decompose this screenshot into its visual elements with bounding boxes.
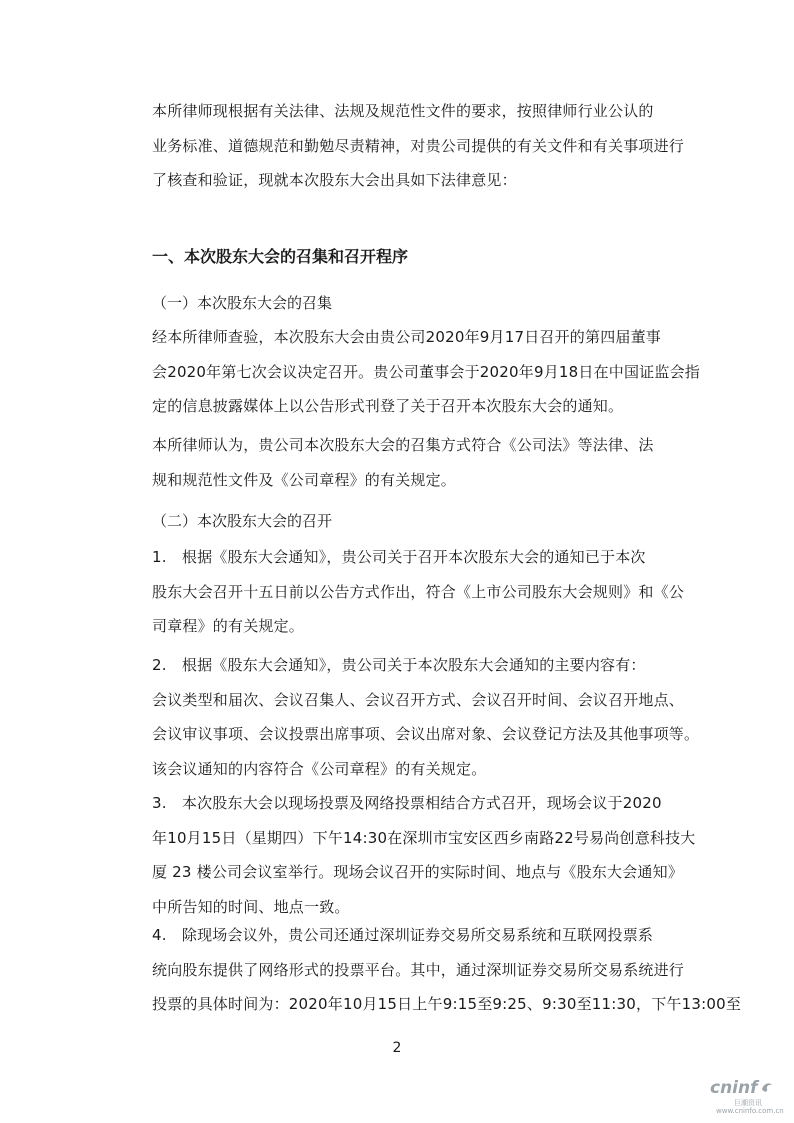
paragraph-line: 会2020年第七次会议决定召开。贵公司董事会于2020年9月18日在中国证监会指 xyxy=(152,362,700,381)
paragraph-line: 该会议通知的内容符合《公司章程》的有关规定。 xyxy=(152,759,487,778)
paragraph-line: 3. 本次股东大会以现场投票及网络投票相结合方式召开，现场会议于2020 xyxy=(152,794,662,812)
paragraph-line: 年10月15日（星期四）下午14:30在深圳市宝安区西乡南路22号易尚创意科技大 xyxy=(152,828,696,847)
paragraph-line: 定的信息披露媒体上以公告形式刊登了关于召开本次股东大会的通知。 xyxy=(152,397,624,415)
paragraph-line: 1. 根据《股东大会通知》，贵公司关于召开本次股东大会的通知已于本次 xyxy=(152,548,646,566)
subsection-1-paragraph-2 xyxy=(152,428,688,497)
paragraph-line: 4. 除现场会议外，贵公司还通过深圳证券交易所交易系统和互联网投票系 xyxy=(152,926,654,944)
item-4-paragraph xyxy=(152,918,742,1022)
logo-chinese-name: 巨潮资讯 xyxy=(734,1099,762,1107)
paragraph-line: 司章程》的有关规定。 xyxy=(152,617,305,635)
paragraph-line: 厦 23 楼公司会议室举行。现场会议召开的实际时间、地点与《股东大会通知》 xyxy=(152,863,684,881)
paragraph-line: 本所律师认为，贵公司本次股东大会的召集方式符合《公司法》等法律、法 xyxy=(152,436,654,454)
paragraph-line: 会议审议事项、会议投票出席事项、会议出席对象、会议登记方法及其他事项等。 xyxy=(152,725,700,743)
subsection-1-title: （一）本次股东大会的召集 xyxy=(152,294,333,312)
paragraph-line: 统向股东提供了网络形式的投票平台。其中，通过深圳证券交易所交易系统进行 xyxy=(152,960,685,979)
swirl-icon xyxy=(760,1080,774,1094)
paragraph-line: 经本所律师查验，本次股东大会由贵公司2020年9月17日召开的第四届董事 xyxy=(152,328,662,346)
paragraph-line: 会议类型和届次、会议召集人、会议召开方式、会议召开时间、会议召开地点、 xyxy=(152,690,685,709)
paragraph-line: 股东大会召开十五日前以公告方式作出，符合《上市公司股东大会规则》和《公 xyxy=(152,582,685,601)
subsection-1-paragraph-1 xyxy=(152,320,700,424)
intro-line: 业务标准、道德规范和勤勉尽责精神，对贵公司提供的有关文件和有关事项进行 xyxy=(152,136,685,155)
paragraph-line: 投票的具体时间为：2020年10月15日上午9:15至9:25、9:30至11:30，下午13:00至 xyxy=(152,995,742,1013)
logo-brand-text: cninf xyxy=(710,1078,758,1098)
intro-line: 本所律师现根据有关法律、法规及规范性文件的要求，按照律师行业公认的 xyxy=(152,102,654,120)
intro-line: 了核查和验证，现就本次股东大会出具如下法律意见： xyxy=(152,171,517,189)
item-1-paragraph xyxy=(152,540,688,644)
section-heading: 一、本次股东大会的召集和召开程序 xyxy=(152,247,409,266)
paragraph-line: 2. 根据《股东大会通知》，贵公司关于本次股东大会通知的主要内容有： xyxy=(152,656,646,674)
item-3-paragraph xyxy=(152,786,696,924)
paragraph-line: 中所告知的时间、地点一致。 xyxy=(152,897,350,916)
logo-url: www.cninfo.com.cn xyxy=(716,1107,784,1115)
subsection-2-title: （二）本次股东大会的召开 xyxy=(152,512,333,530)
paragraph-line: 规和规范性文件及《公司章程》的有关规定。 xyxy=(152,470,457,489)
page-number: 2 xyxy=(392,1040,402,1056)
item-2-paragraph xyxy=(152,648,700,786)
intro-paragraph xyxy=(152,94,688,198)
cninfo-logo xyxy=(708,1078,790,1116)
logo-mark xyxy=(710,1078,774,1098)
